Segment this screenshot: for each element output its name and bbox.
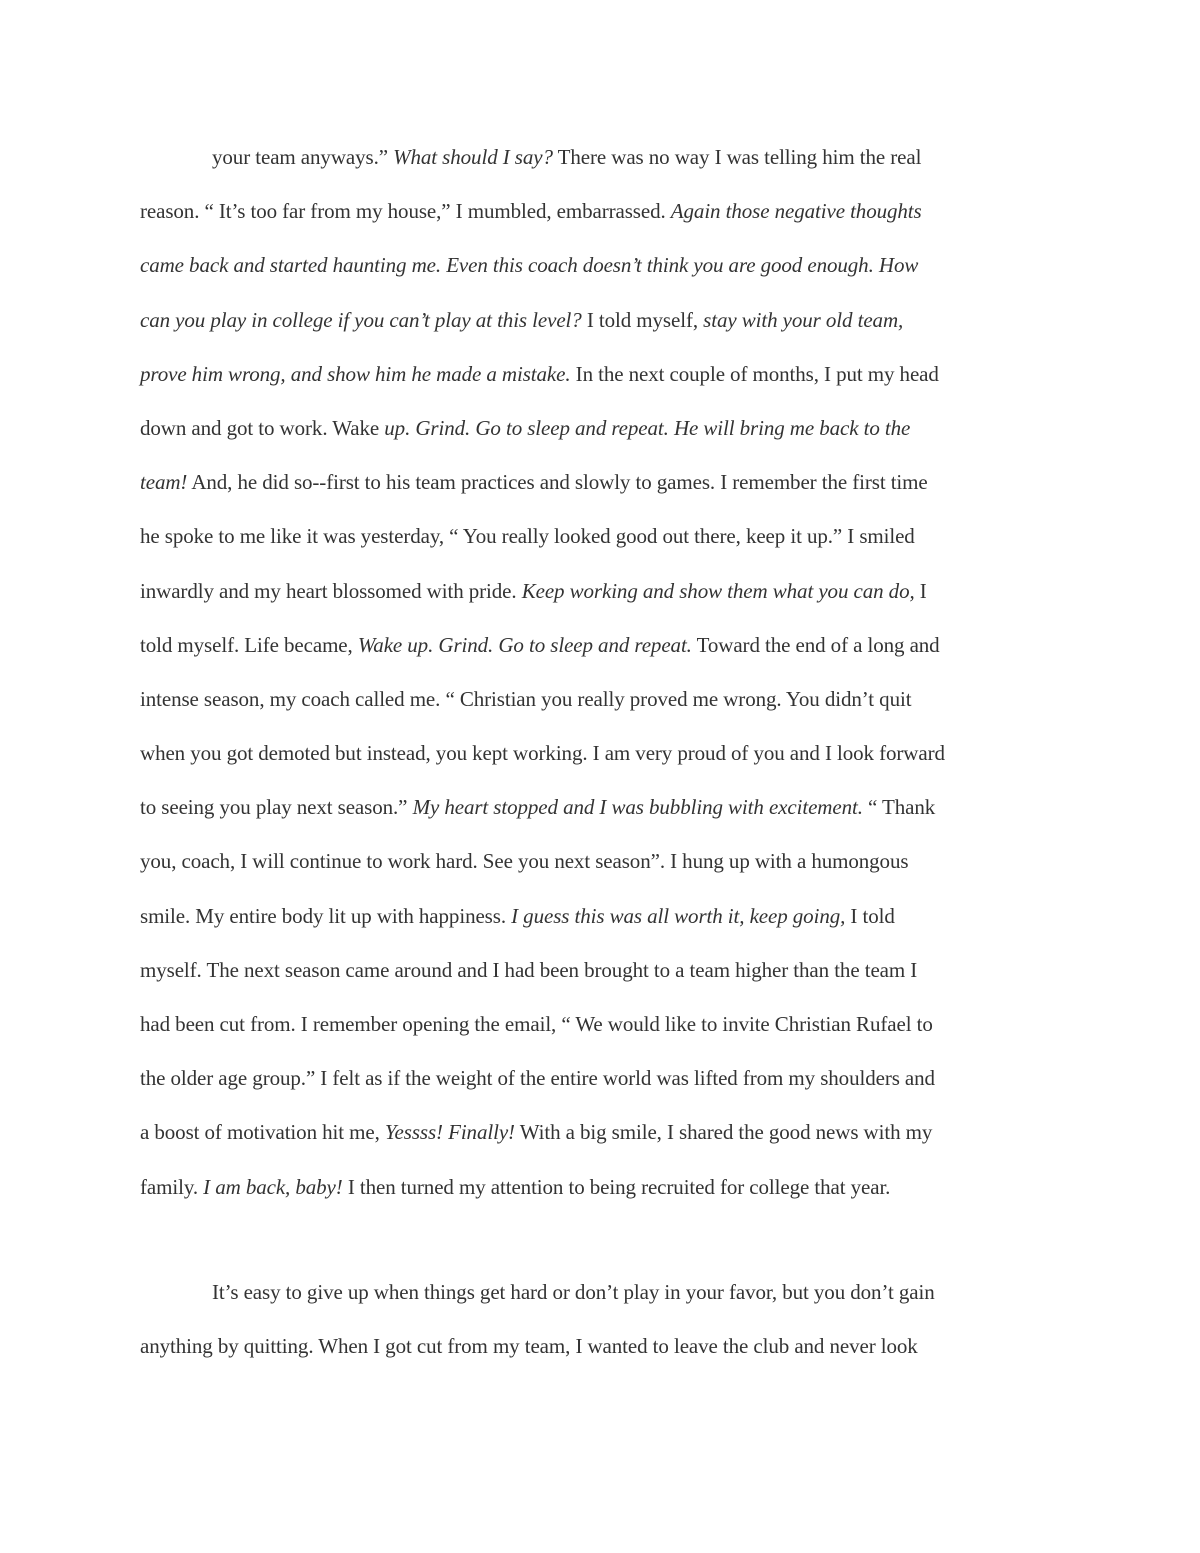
text-segment: down and got to work. Wake xyxy=(140,415,385,440)
text-segment: a boost of motivation hit me, xyxy=(140,1120,385,1145)
text-line xyxy=(140,347,1060,401)
text-line xyxy=(140,293,1060,347)
italic-text-segment: I am back, baby! xyxy=(203,1174,343,1199)
text-segment: inwardly and my heart blossomed with pride. xyxy=(140,578,522,603)
italic-text-segment: What should I say? xyxy=(393,145,553,169)
text-line xyxy=(140,834,1060,888)
italic-text-segment: prove him wrong, and show him he made a mistake. xyxy=(140,361,571,386)
text-segment: Toward the end of a long and xyxy=(691,632,940,657)
text-segment: your team anyways.” xyxy=(212,145,394,169)
italic-text-segment: Keep working and show them what you can do, xyxy=(521,578,915,603)
italic-text-segment: stay with your old team, xyxy=(703,307,904,332)
text-line xyxy=(140,130,1060,184)
text-line xyxy=(140,1051,1060,1105)
text-segment: reason. “ It’s too far from my house,” I mumbled, embarrassed. xyxy=(140,199,671,224)
text-segment: intense season, my coach called me. “ Christian you really proved me wrong. You didn’t quit xyxy=(140,686,912,711)
text-segment: the older age group.” I felt as if the weight of the entire world was lifted from my shoulders and xyxy=(140,1066,935,1091)
italic-text-segment: came back and started haunting me. Even this coach doesn’t think you are good enough. How xyxy=(140,253,919,278)
italic-text-segment: up. Grind. Go to sleep and repeat. He will bring me back to the xyxy=(384,415,911,440)
text-segment: With a big smile, I shared the good news with my xyxy=(514,1120,933,1145)
text-line xyxy=(140,780,1060,834)
text-line xyxy=(140,455,1060,509)
italic-text-segment: Yessss! Finally! xyxy=(384,1120,515,1145)
italic-text-segment: Wake up. Grind. Go to sleep and repeat. xyxy=(357,632,692,657)
italic-text-segment: My heart stopped and I was bubbling with excitement. xyxy=(412,795,863,820)
text-line xyxy=(140,726,1060,780)
text-segment: I told xyxy=(845,903,895,928)
body-paragraph xyxy=(140,1265,1060,1373)
text-segment: when you got demoted but instead, you kept working. I am very proud of you and I look forward xyxy=(140,741,945,766)
text-line xyxy=(140,997,1060,1051)
text-segment: I then turned my attention to being recruited for college that year. xyxy=(342,1174,891,1199)
text-segment: he spoke to me like it was yesterday, “ You really looked good out there, keep it up.” I smiled xyxy=(140,524,915,549)
text-segment: In the next couple of months, I put my head xyxy=(570,361,939,386)
text-line xyxy=(140,1265,1060,1319)
text-line xyxy=(140,1105,1060,1159)
text-segment: “ Thank xyxy=(862,795,936,820)
body-paragraph xyxy=(140,130,1060,1214)
italic-text-segment: team! xyxy=(140,470,188,495)
text-line xyxy=(140,1160,1060,1214)
text-segment: to seeing you play next season.” xyxy=(140,795,413,820)
text-segment: smile. My entire body lit up with happiness. xyxy=(140,903,512,928)
italic-text-segment: can you play in college if you can’t play at this level? xyxy=(140,307,582,332)
text-line xyxy=(140,564,1060,618)
text-segment: told myself. Life became, xyxy=(140,632,358,657)
text-line xyxy=(140,238,1060,292)
text-line xyxy=(140,1319,1060,1373)
text-line xyxy=(140,184,1060,238)
text-segment: And, he did so--first to his team practices and slowly to games. I remember the first time xyxy=(187,470,928,495)
text-segment: family. xyxy=(140,1174,204,1199)
italic-text-segment: I guess this was all worth it, keep going, xyxy=(511,903,846,928)
italic-text-segment: Again those negative thoughts xyxy=(670,199,922,224)
text-segment: had been cut from. I remember opening the email, “ We would like to invite Christian Rufael to xyxy=(140,1012,933,1036)
text-line xyxy=(140,672,1060,726)
text-line xyxy=(140,943,1060,997)
text-segment: myself. The next season came around and I had been brought to a team higher than the team I xyxy=(140,957,918,982)
text-line xyxy=(140,618,1060,672)
text-segment: anything by quitting. When I got cut from my team, I wanted to leave the club and never look xyxy=(140,1334,918,1359)
text-segment: I xyxy=(914,578,927,603)
text-line xyxy=(140,401,1060,455)
text-segment: There was no way I was telling him the real xyxy=(552,145,922,169)
text-segment: I told myself, xyxy=(581,307,704,332)
text-segment: It’s easy to give up when things get hard or don’t play in your favor, but you don’t gain xyxy=(212,1280,935,1304)
text-segment: you, coach, I will continue to work hard. See you next season”. I hung up with a humongous xyxy=(140,849,909,874)
text-line xyxy=(140,509,1060,563)
text-line xyxy=(140,889,1060,943)
